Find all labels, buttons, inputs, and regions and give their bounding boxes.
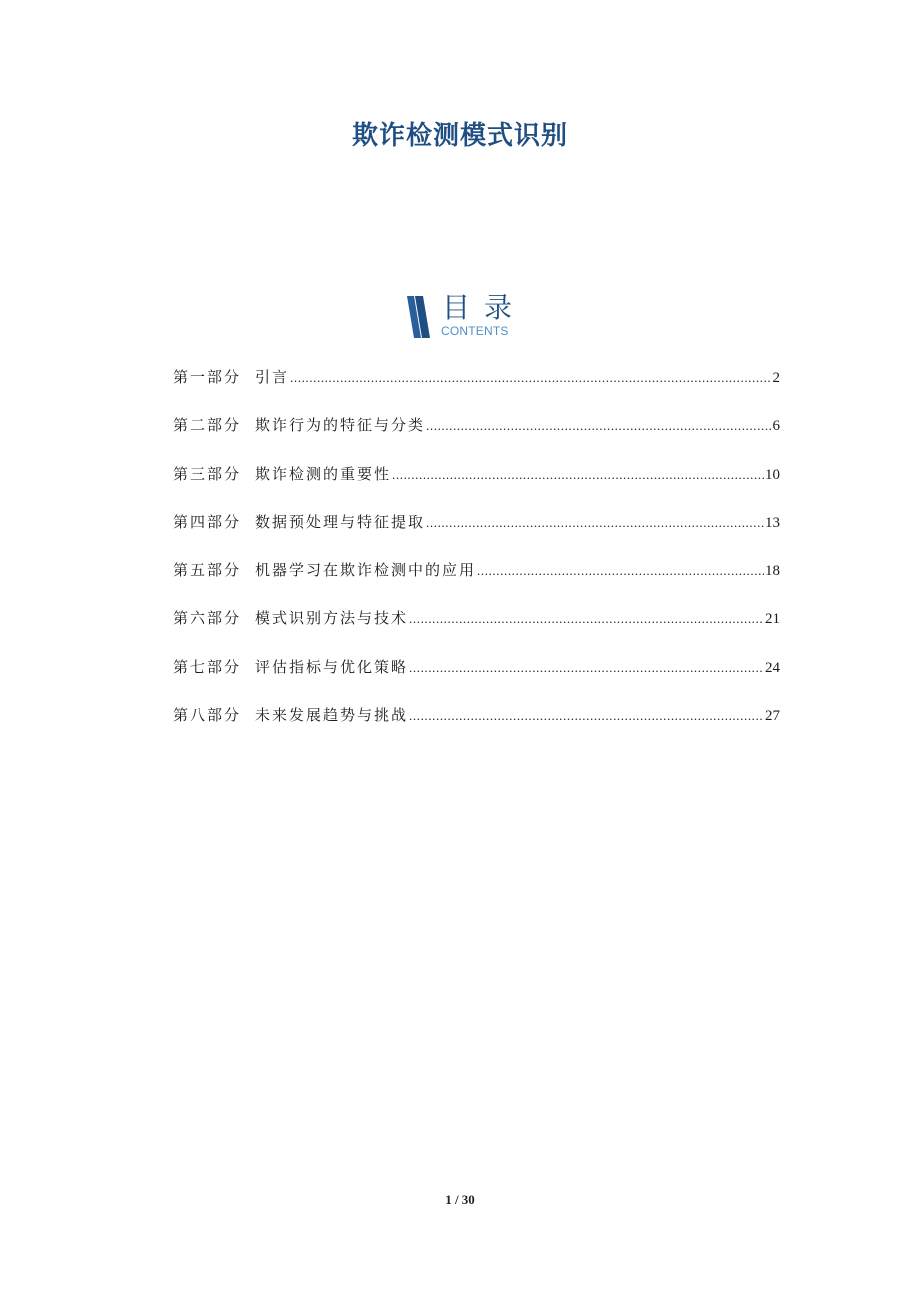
toc-leader-dots (409, 654, 764, 682)
toc-part-number: 第一部分 (173, 368, 242, 386)
toc-leader-dots (426, 412, 771, 440)
toc-subheading: CONTENTS (441, 324, 509, 338)
toc-part-number: 第四部分 (173, 512, 242, 531)
toc-leader-dots (290, 364, 771, 392)
toc-part-number: 第五部分 (173, 561, 242, 580)
toc-heading: 目录 (442, 291, 527, 324)
page-indicator: 1 / 30 (445, 1192, 475, 1207)
toc-entry-label: 数据预处理与特征提取 (255, 512, 426, 531)
toc-entry-label: 未来发展趋势与挑战 (255, 706, 409, 725)
toc-logo-icon (406, 296, 430, 338)
toc-leader-dots (409, 605, 764, 633)
toc-header (406, 291, 546, 338)
toc-entry-label: 模式识别方法与技术 (255, 609, 409, 628)
toc-leader-dots (392, 461, 764, 489)
toc-page-number: 24 (765, 659, 780, 676)
toc-page-number: 21 (765, 611, 780, 628)
toc-list (173, 363, 780, 749)
toc-entry[interactable] (173, 363, 780, 411)
toc-part-number: 第八部分 (173, 706, 242, 725)
toc-entry-label: 欺诈行为的特征与分类 (255, 416, 426, 435)
toc-part-number: 第三部分 (173, 464, 242, 483)
toc-entry-label: 评估指标与优化策略 (255, 657, 409, 676)
toc-page-number: 6 (772, 418, 780, 435)
toc-entry[interactable] (173, 508, 780, 556)
toc-part-number: 第七部分 (173, 657, 242, 676)
toc-entry-label: 机器学习在欺诈检测中的应用 (255, 561, 477, 580)
toc-leader-dots (426, 509, 764, 537)
toc-page-number: 18 (765, 563, 780, 580)
toc-part-number: 第六部分 (173, 609, 242, 628)
toc-entry[interactable] (173, 411, 780, 459)
toc-entry[interactable] (173, 653, 780, 701)
toc-entry[interactable] (173, 460, 780, 508)
toc-entry[interactable] (173, 556, 780, 604)
toc-entry-label: 引言 (255, 368, 290, 386)
toc-part-number: 第二部分 (173, 416, 242, 435)
toc-entry[interactable] (173, 604, 780, 652)
toc-page-number: 13 (765, 514, 780, 531)
toc-entry[interactable] (173, 701, 780, 749)
toc-entry-label: 欺诈检测的重要性 (255, 464, 392, 483)
toc-leader-dots (409, 702, 764, 730)
toc-leader-dots (477, 557, 764, 585)
document-title: 欺诈检测模式识别 (351, 121, 568, 151)
toc-page-number: 27 (765, 708, 780, 725)
toc-page-number: 2 (772, 370, 780, 386)
toc-page-number: 10 (765, 466, 780, 483)
